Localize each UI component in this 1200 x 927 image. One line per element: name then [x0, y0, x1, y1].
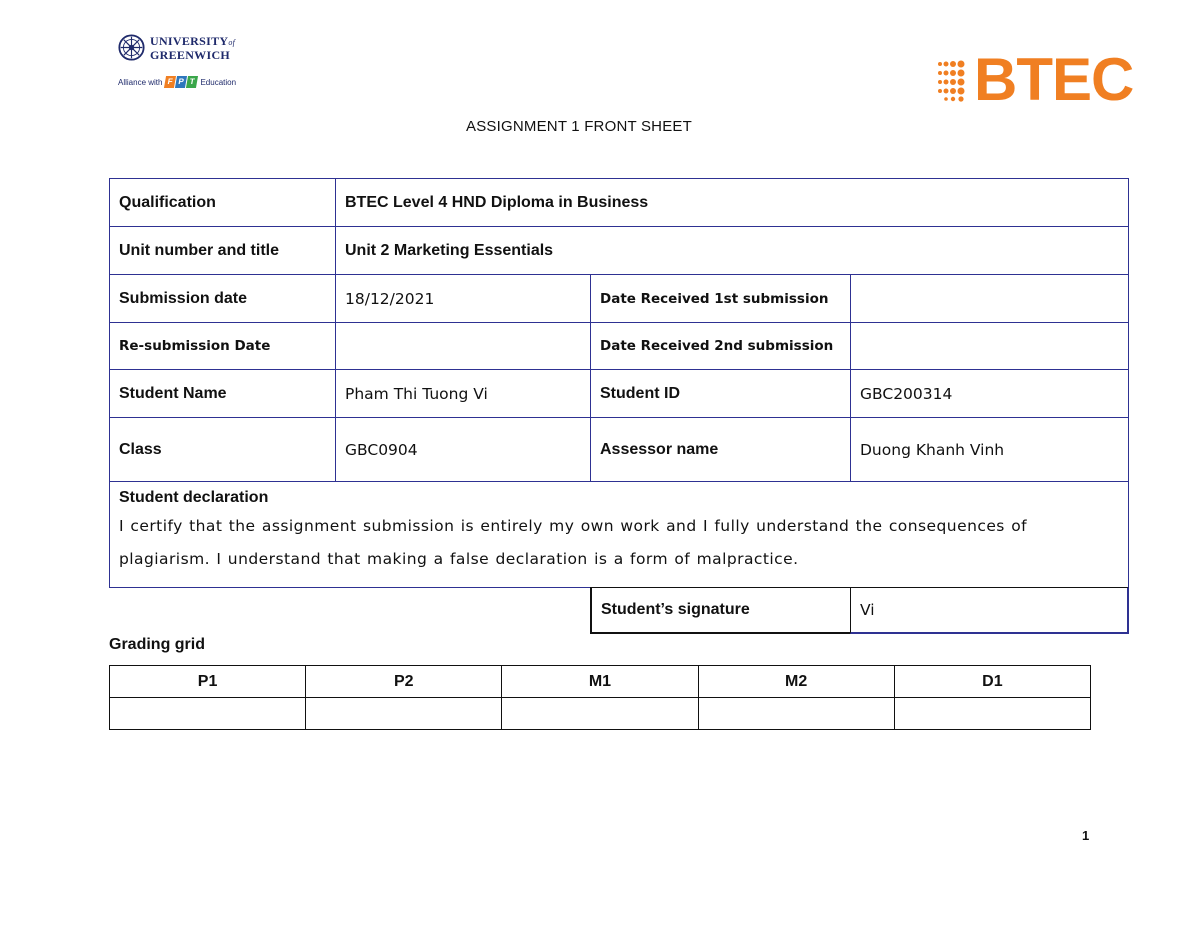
- unit-value: Unit 2 Marketing Essentials: [335, 226, 1129, 275]
- qualification-value: BTEC Level 4 HND Diploma in Business: [335, 178, 1129, 227]
- grade-header-m2: M2: [698, 666, 894, 698]
- grade-header-p1: P1: [110, 666, 306, 698]
- unit-label: Unit number and title: [109, 226, 336, 275]
- page-number: 1: [1082, 828, 1090, 843]
- grade-value-m1: [502, 698, 698, 730]
- grade-header-p2: P2: [306, 666, 502, 698]
- university-of-greenwich-logo: [118, 34, 248, 94]
- student-id-value: GBC200314: [850, 369, 1129, 418]
- date-received-1-label: Date Received 1st submission: [590, 274, 851, 323]
- student-name-value: Pham Thi Tuong Vi: [335, 369, 591, 418]
- grading-header-row: [110, 666, 1091, 698]
- declaration-text: I certify that the assignment submission is entirely my own work and I fully understand the consequences of plagiarism. I understand that making a false declaration is a form of malpractice.: [119, 517, 1028, 568]
- class-label: Class: [109, 417, 336, 482]
- resubmission-date-value: [335, 322, 591, 370]
- date-received-2-value: [850, 322, 1129, 370]
- btec-dots-icon: [936, 58, 972, 102]
- signature-label: Student’s signature: [590, 587, 851, 634]
- grade-value-m2: [698, 698, 894, 730]
- grade-header-d1: D1: [894, 666, 1090, 698]
- date-received-2-label: Date Received 2nd submission: [590, 322, 851, 370]
- grade-value-p1: [110, 698, 306, 730]
- btec-wordmark: BTEC: [974, 46, 1134, 113]
- btec-logo: [936, 46, 1134, 113]
- grading-value-row: [110, 698, 1091, 730]
- submission-date-label: Submission date: [109, 274, 336, 323]
- signature-value: Vi: [850, 587, 1129, 634]
- qualification-label: Qualification: [109, 178, 336, 227]
- submission-date-value: 18/12/2021: [335, 274, 591, 323]
- document-title: ASSIGNMENT 1 FRONT SHEET: [466, 118, 692, 135]
- grading-grid-title: Grading grid: [109, 636, 205, 653]
- grade-value-d1: [894, 698, 1090, 730]
- assessor-label: Assessor name: [590, 417, 851, 482]
- grade-header-m1: M1: [502, 666, 698, 698]
- fpt-alliance-line: Alliance with F P T Education: [118, 77, 237, 87]
- declaration-label: Student declaration: [119, 489, 269, 506]
- fpt-logo: F P T: [165, 76, 197, 88]
- grading-grid: [109, 665, 1091, 730]
- university-wordmark: UNIVERSITYof GREENWICH: [150, 34, 236, 62]
- resubmission-date-label: Re-submission Date: [109, 322, 336, 370]
- student-name-label: Student Name: [109, 369, 336, 418]
- grade-value-p2: [306, 698, 502, 730]
- student-declaration: [109, 481, 1129, 588]
- date-received-1-value: [850, 274, 1129, 323]
- student-id-label: Student ID: [590, 369, 851, 418]
- assessor-value: Duong Khanh Vinh: [850, 417, 1129, 482]
- university-seal-icon: [118, 34, 145, 61]
- class-value: GBC0904: [335, 417, 591, 482]
